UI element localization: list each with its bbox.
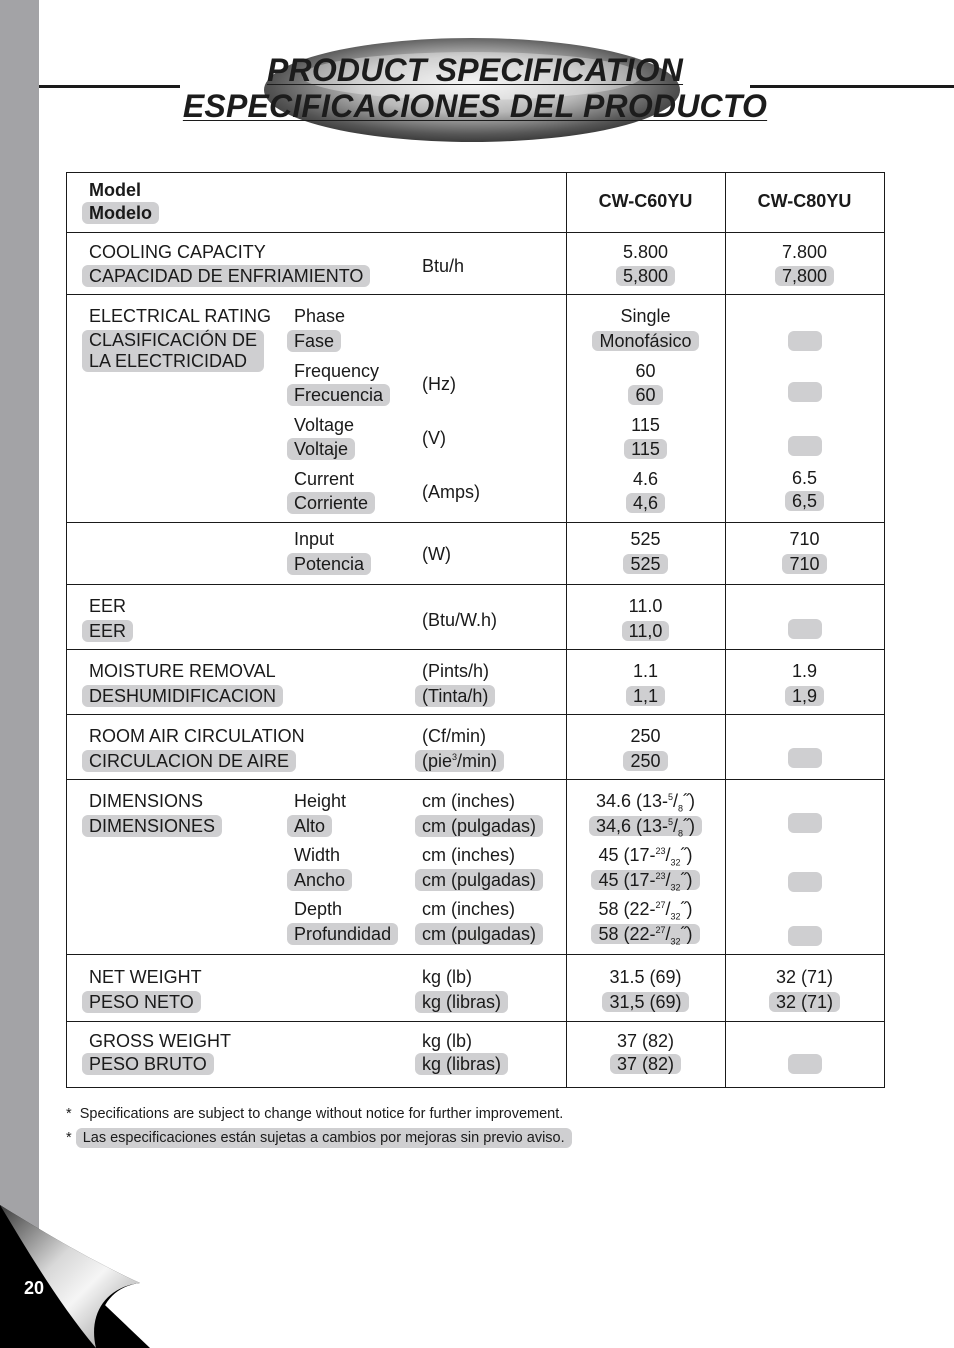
frequency-unit: (Hz) [422,374,456,394]
cooling-label-es: CAPACIDAD DE ENFRIAMIENTO [82,265,370,287]
air-unit-es-sup: 3 [452,752,458,762]
air-m1-en: 250 [630,726,661,746]
row-electrical-rating [67,295,884,523]
phase-label-en: Phase [294,306,346,326]
current-label-es: Corriente [287,492,375,514]
input-label-es: Potencia [287,553,371,575]
page-title-en: PRODUCT SPECIFICATION [266,52,684,88]
electrical-label-es-line2: LA ELECTRICIDAD [89,351,248,371]
net-weight-unit-en: kg (lb) [422,967,473,987]
depth-m2-blank [788,926,822,946]
cooling-m2-en: 7.800 [781,242,828,262]
current-unit: (Amps) [422,482,480,502]
phase-m1-en: Single [620,306,671,326]
input-m1-es: 525 [623,554,667,574]
model-label-en: Model [89,180,141,200]
row-gross-weight [67,1022,884,1087]
moisture-m1-es: 1,1 [626,686,665,706]
current-m1-en: 4.6 [632,469,659,489]
depth-m1-en: 58 $(22-^{27}/_{32}˝)$ [598,899,693,922]
row-moisture-removal [67,650,884,715]
gross-weight-unit-es: kg (libras) [415,1053,508,1075]
cooling-m1-es: 5,800 [616,266,675,286]
width-label-es: Ancho [287,869,352,891]
height-unit-en: cm (inches) [422,791,516,811]
eer-m1-es: 11,0 [622,621,670,641]
air-m2-blank [788,748,822,768]
cooling-m2-es: 7,800 [775,266,834,286]
voltage-m1-en: 115 [631,415,660,435]
footnote-text-es: Las especificaciones están sujetas a cambios por mejoras sin previo aviso. [76,1128,572,1148]
air-label-es: CIRCULACION DE AIRE [82,750,296,772]
side-bar [0,0,39,1348]
page-title [150,52,800,124]
air-unit-es-b: /min) [457,751,498,771]
voltage-label-es: Voltaje [287,438,355,460]
input-unit: (W) [422,544,451,564]
dimensions-label-en: DIMENSIONS [89,791,204,811]
net-weight-label-es: PESO NETO [82,991,201,1013]
width-m2-blank [788,872,822,892]
footnote-star-en: * [66,1106,72,1122]
gross-weight-unit-en: kg (lb) [422,1031,473,1051]
frequency-m1-en: 60 [635,361,656,381]
cooling-m1-en: 5.800 [622,242,669,262]
depth-label-es: Profundidad [287,923,398,945]
air-label-en: ROOM AIR CIRCULATION [89,726,305,746]
spec-table [66,172,885,1088]
row-eer [67,585,884,650]
eer-label-es: EER [82,620,133,642]
input-m2-en: 710 [789,529,820,549]
voltage-label-en: Voltage [294,415,355,435]
frequency-m1-es: 60 [628,385,662,405]
eer-m2-blank [788,619,822,639]
depth-m1-es: 58 $(22-^{27}/_{32}˝)$ [591,924,699,944]
moisture-m1-en: 1.1 [632,661,659,681]
net-weight-label-en: NET WEIGHT [89,967,202,987]
page-number: 20 [23,1278,45,1298]
electrical-label-es [82,330,264,372]
moisture-m2-en: 1.9 [791,661,818,681]
width-m1-en: 45 $(17-^{23}/_{32}˝)$ [598,845,693,868]
input-m2-es: 710 [782,554,826,574]
cooling-unit: Btu/h [422,256,465,276]
net-weight-m1-en: 31.5 (69) [609,967,682,987]
model-label-es: Modelo [82,202,159,224]
moisture-m2-es: 1,9 [785,686,824,706]
gross-weight-label-es: PESO BRUTO [82,1053,214,1075]
current-label-en: Current [294,469,355,489]
width-unit-es: cm (pulgadas) [415,869,543,891]
frequency-m2-blank [788,382,822,402]
eer-label-en: EER [89,596,127,616]
header-row [67,173,884,233]
page-curl-corner [0,1205,150,1348]
gross-weight-m2-blank [788,1054,822,1074]
phase-label-es: Fase [287,330,341,352]
height-m1-en: 34.6 $(13-^5/_8˝)$ [595,791,696,814]
air-m1-es: 250 [623,751,667,771]
net-weight-unit-es: kg (libras) [415,991,508,1013]
electrical-label-es-line1: CLASIFICACIÓN DE [89,330,258,350]
cooling-label-en: COOLING CAPACITY [89,242,266,262]
current-m2-es: 6,5 [785,491,824,511]
current-m2-en: 6.5 [791,468,818,488]
frequency-label-es: Frecuencia [287,384,390,406]
row-air-circulation [67,715,884,780]
height-m1-es: 34,6 $(13-^5/_8˝)$ [589,816,702,836]
phase-m1-es: Monofásico [592,331,698,351]
moisture-unit-en: (Pints/h) [422,661,490,681]
footnote-es [66,1128,572,1148]
current-m1-es: 4,6 [626,493,665,513]
moisture-label-en: MOISTURE REMOVAL [89,661,276,681]
gross-weight-m1-es: 37 (82) [610,1054,681,1074]
phase-m2-blank [788,331,822,351]
net-weight-m2-en: 32 (71) [775,967,834,987]
moisture-unit-es: (Tinta/h) [415,685,495,707]
height-m2-blank [788,813,822,833]
electrical-label-en: ELECTRICAL RATING [89,306,272,326]
air-unit-en: (Cf/min) [422,726,486,746]
gross-weight-label-en: GROSS WEIGHT [89,1031,232,1051]
model-1-header: CW-C60YU [598,191,693,211]
row-dimensions [67,780,884,955]
depth-label-en: Depth [294,899,343,919]
input-label-en: Input [294,529,335,549]
eer-unit: (Btu/W.h) [422,610,498,630]
frequency-label-en: Frequency [294,361,380,381]
footnote-star-es: * [66,1130,72,1146]
net-weight-m2-es: 32 (71) [769,992,840,1012]
height-label-es: Alto [287,815,332,837]
depth-unit-es: cm (pulgadas) [415,923,543,945]
footnote-text-en: Specifications are subject to change without notice for further improvement. [79,1106,564,1122]
air-unit-es [415,750,504,772]
model-2-header: CW-C80YU [757,191,852,211]
row-input-power [67,523,884,585]
width-label-en: Width [294,845,341,865]
air-unit-es-a: (pie [422,751,453,771]
input-m1-en: 525 [630,529,661,549]
voltage-unit: (V) [422,428,446,448]
width-m1-es: 45 $(17-^{23}/_{32}˝)$ [591,870,699,890]
row-net-weight [67,955,884,1022]
depth-unit-en: cm (inches) [422,899,516,919]
voltage-m1-es: 115 [624,439,667,459]
width-unit-en: cm (inches) [422,845,516,865]
height-label-en: Height [294,791,347,811]
moisture-label-es: DESHUMIDIFICACION [82,685,283,707]
row-cooling-capacity [67,233,884,295]
net-weight-m1-es: 31,5 (69) [602,992,688,1012]
eer-m1-en: 11.0 [628,596,663,616]
voltage-m2-blank [788,436,822,456]
footnote-en [66,1104,563,1124]
height-unit-es: cm (pulgadas) [415,815,543,837]
dimensions-label-es: DIMENSIONES [82,815,222,837]
page-title-es: ESPECIFICACIONES DEL PRODUCTO [182,88,768,124]
gross-weight-m1-en: 37 (82) [616,1031,675,1051]
